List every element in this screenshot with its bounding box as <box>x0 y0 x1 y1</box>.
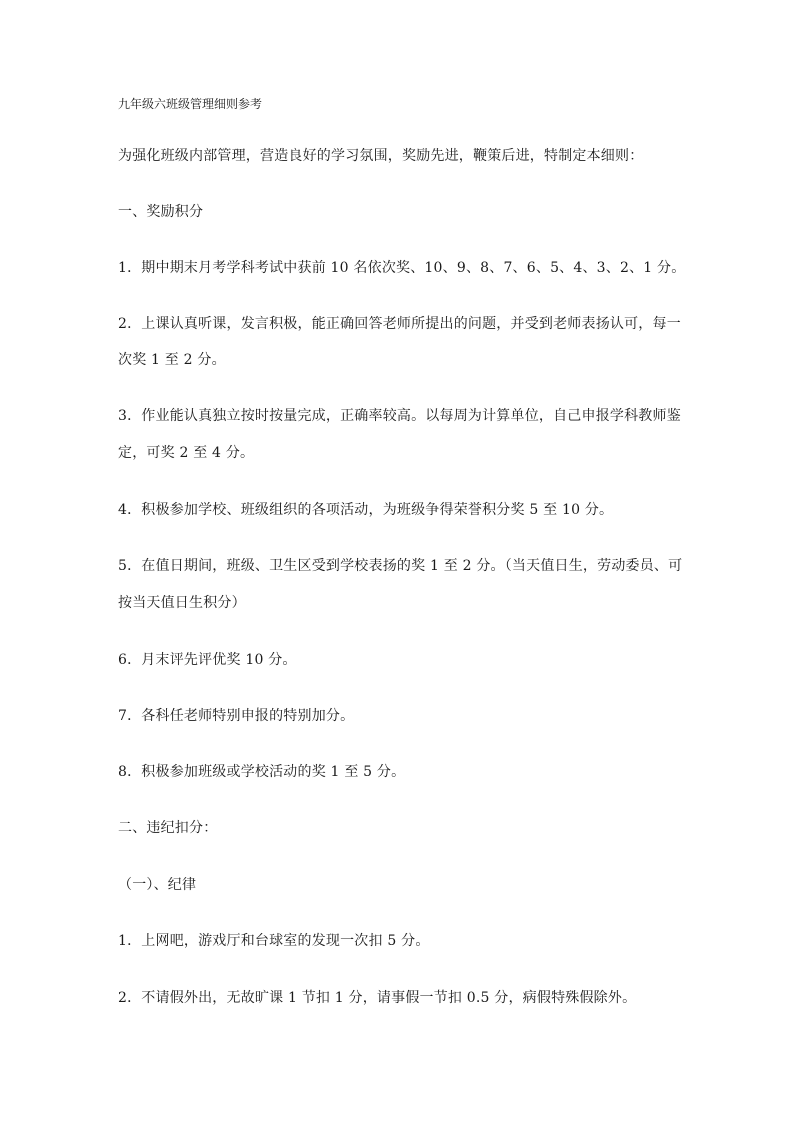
subsection-heading-discipline: （一）、纪律 <box>118 877 197 893</box>
reward-item-5-line-2: 按当天值日生积分） <box>118 595 246 611</box>
reward-item-6: 6．月末评先评优奖 10 分。 <box>118 652 297 668</box>
reward-item-8: 8．积极参加班级或学校活动的奖 1 至 5 分。 <box>118 764 406 780</box>
penalty-item-1: 1．上网吧，游戏厅和台球室的发现一次扣 5 分。 <box>118 933 430 949</box>
penalty-item-2: 2．不请假外出，无故旷课 1 节扣 1 分，请事假一节扣 0.5 分，病假特殊假除外。 <box>118 990 637 1006</box>
reward-item-3-line-2: 定，可奖 2 至 4 分。 <box>118 445 255 461</box>
section-heading-penalties: 二、违纪扣分： <box>118 820 218 836</box>
document-title: 九年级六班级管理细则参考 <box>118 97 263 111</box>
reward-item-5-line-1: 5．在值日期间，班级、卫生区受到学校表扬的奖 1 至 2 分。（当天值日生，劳动委员、可 <box>118 558 683 574</box>
section-heading-rewards: 一、奖励积分 <box>118 204 204 220</box>
reward-item-2-line-1: 2．上课认真听课，发言积极，能正确回答老师所提出的问题，并受到老师表扬认可，每一 <box>118 316 681 332</box>
reward-item-2-line-2: 次奖 1 至 2 分。 <box>118 352 226 368</box>
reward-item-7: 7．各科任老师特别申报的特别加分。 <box>118 708 355 724</box>
reward-item-3-line-1: 3．作业能认真独立按时按量完成，正确率较高。以每周为计算单位，自己申报学科教师鉴 <box>118 408 681 424</box>
intro-paragraph: 为强化班级内部管理，营造良好的学习氛围，奖励先进，鞭策后进，特制定本细则： <box>118 148 644 164</box>
reward-item-4: 4．积极参加学校、班级组织的各项活动，为班级争得荣誉积分奖 5 至 10 分。 <box>118 502 614 518</box>
reward-item-1: 1．期中期末月考学科考试中获前 10 名依次奖、10、9、8、7、6、5、4、3、2、1 分。 <box>118 260 686 276</box>
